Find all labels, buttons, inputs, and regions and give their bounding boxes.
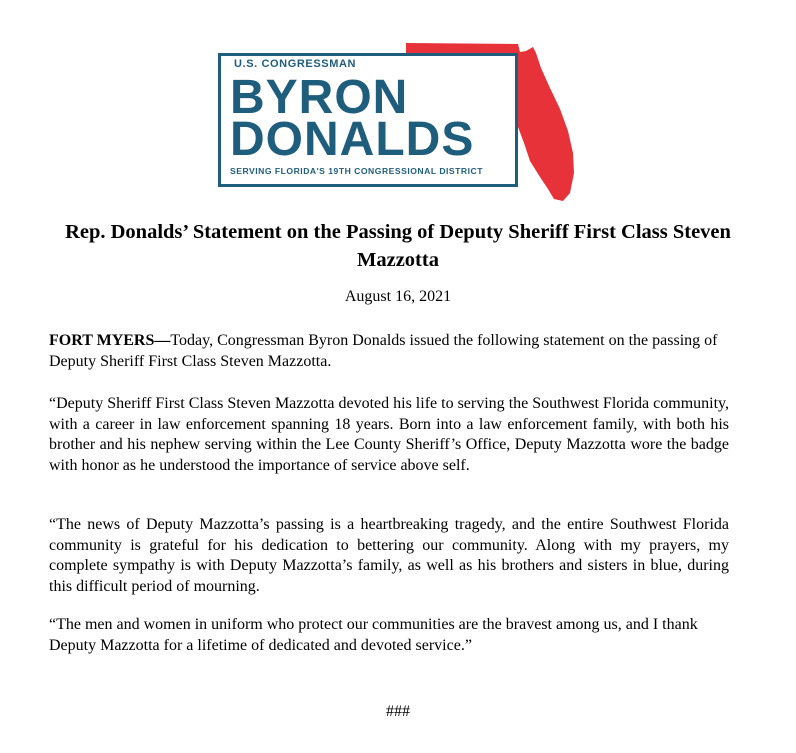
intro-paragraph <box>49 331 729 372</box>
statement-paragraph-1: “Deputy Sheriff First Class Steven Mazzotta devoted his life to serving the Southwest Florida community, with a career in law enforcement spanning 18 years. Born into a law enforcement family, with both his brother and his nephew serving within the Lee County Sheriff’s Office, Deputy Mazzotta wore the badge with honor as he understood the importance of service above self. <box>49 395 729 474</box>
logo-title-line: U.S. CONGRESSMAN <box>234 58 357 70</box>
logo-tagline: SERVING FLORIDA'S 19TH CONGRESSIONAL DISTRICT <box>230 166 483 176</box>
congressman-logo <box>218 43 580 203</box>
dateline: FORT MYERS— <box>49 332 171 349</box>
document-title: Rep. Donalds’ Statement on the Passing of Deputy Sheriff First Class Steven Mazzotta <box>65 221 731 271</box>
logo-frame <box>218 53 518 187</box>
statement-paragraph-2: “The news of Deputy Mazzotta’s passing is a heartbreaking tragedy, and the entire Southwest Florida community is grateful for his dedication to bettering our community. Along with my prayers, my complete sympathy is with Deputy Mazzotta’s family, as well as his brothers and sisters in blue, during this difficult period of mourning. <box>49 516 729 595</box>
logo-first-name: BYRON <box>230 71 409 124</box>
document-date: August 16, 2021 <box>344 288 452 305</box>
intro-text: Today, Congressman Byron Donalds issued the following statement on the passing of Deputy Sheriff First Class Steven Mazzotta. <box>49 332 718 370</box>
logo-last-name: DONALDS <box>230 113 475 166</box>
statement-paragraph-3: “The men and women in uniform who protect our communities are the bravest among us, and I thank Deputy Mazzotta for a lifetime of dedicated and devoted service.” <box>49 616 698 654</box>
end-marker: ### <box>386 703 410 720</box>
